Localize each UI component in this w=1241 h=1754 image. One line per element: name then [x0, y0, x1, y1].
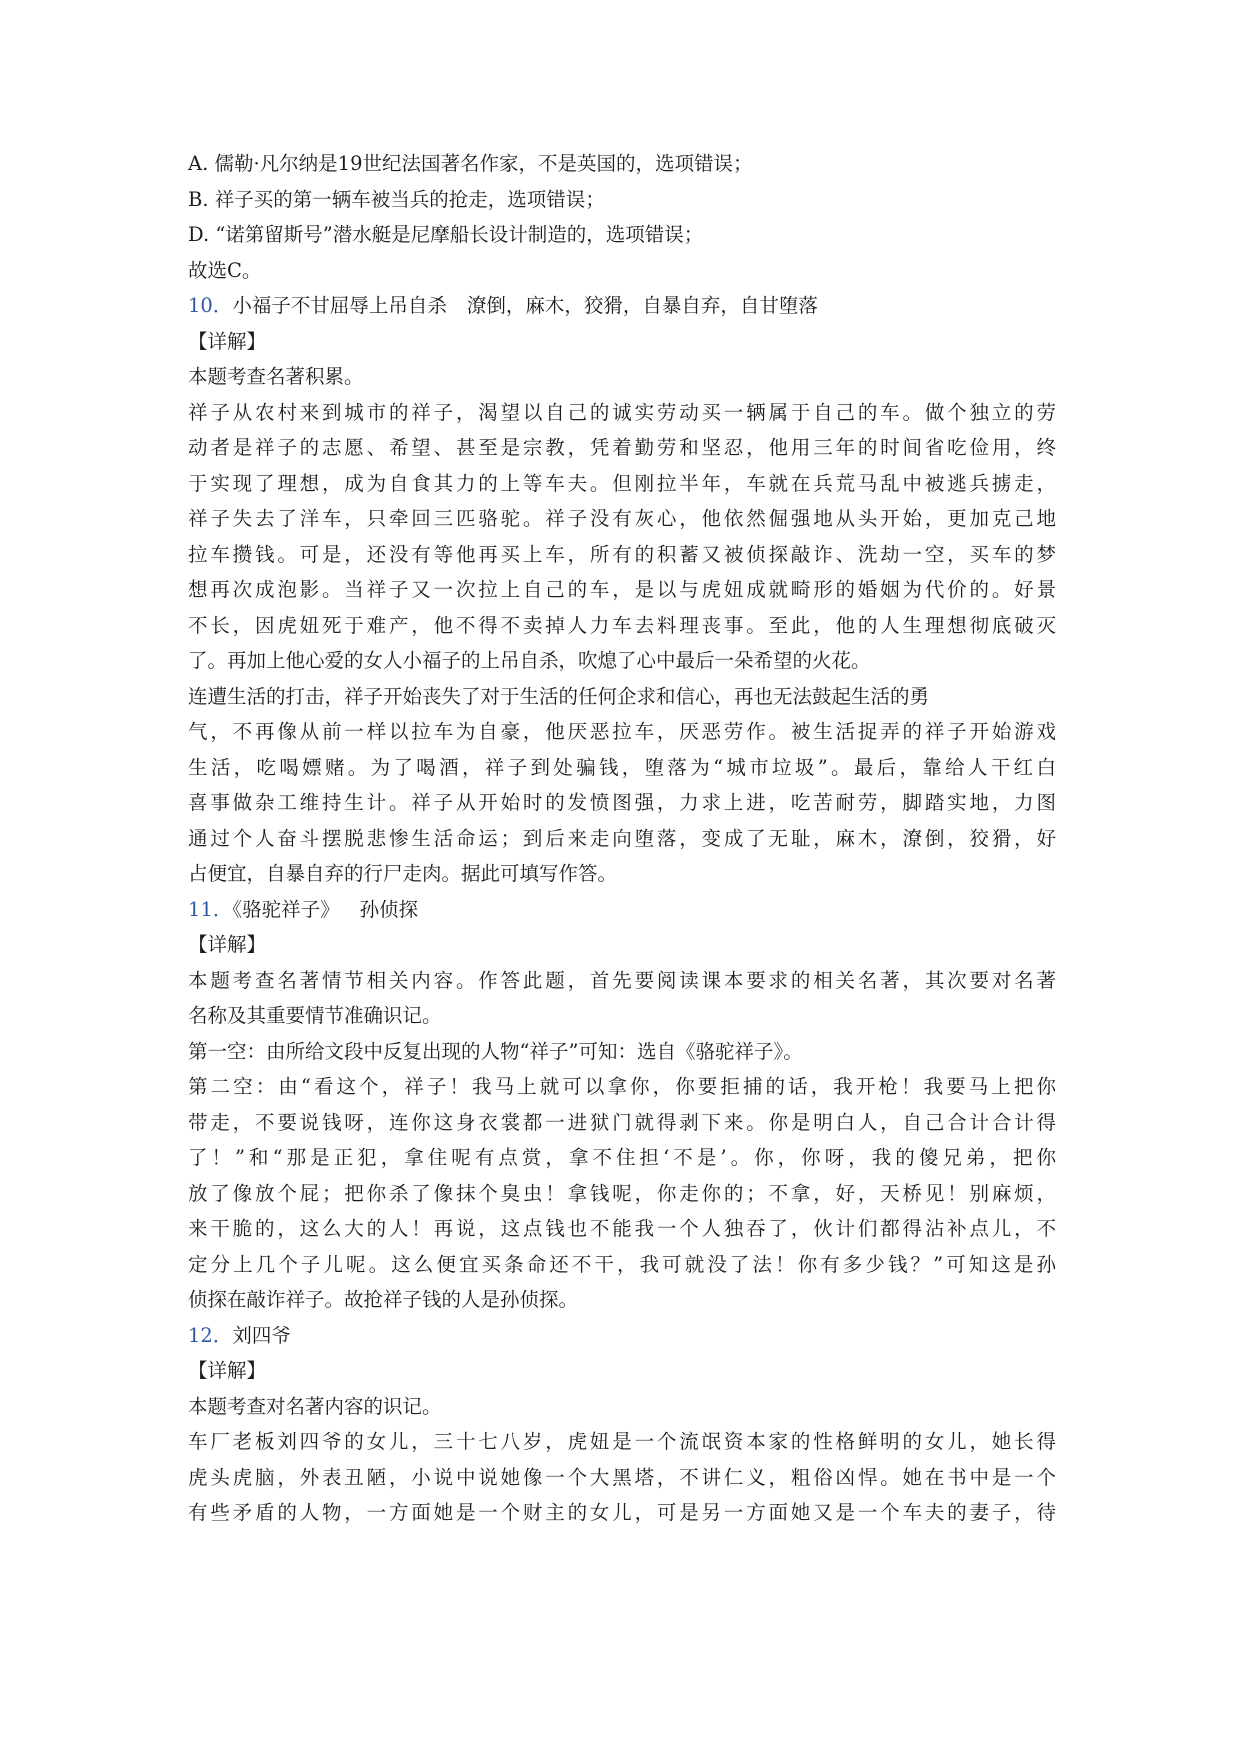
q12-number: 12．	[188, 1323, 233, 1347]
q10-text-line: 祥子失去了洋车，只牵回三匹骆驼。祥子没有灰心，他依然倔强地从头开始，更加克己地	[188, 507, 1056, 530]
q10-text-line: 气，不再像从前一样以拉车为自豪，他厌恶拉车，厌恶劳作。被生活捉弄的祥子开始游戏	[188, 720, 1056, 743]
q11-text-line: 来干脆的，这么大的人！再说，这点钱也不能我一个人独吞了，伙计们都得沾补点儿，不	[188, 1217, 1056, 1240]
q11-answer-1: 《骆驼祥子》	[232, 897, 340, 921]
q10-detail-heading: 【详解】	[188, 329, 267, 353]
q11-text-line: 了！”和“那是正犯，拿住呢有点赏，拿不住担‘不是’。你，你呀，我的傻兄弟，把你	[188, 1146, 1056, 1169]
q12-detail-heading: 【详解】	[188, 1359, 267, 1382]
q11-detail-heading: 【详解】	[188, 933, 267, 956]
option-d-line: D. “诺第留斯号”潜水艇是尼摩船长设计制造的，选项错误；	[188, 223, 704, 246]
q10-text-line: 动者是祥子的志愿、希望、甚至是宗教，凭着勤劳和坚忍，他用三年的时间省吃俭用，终	[188, 436, 1056, 459]
q11-number: 11．	[188, 897, 233, 921]
q11-text-line: 带走，不要说钱呀，连你这身衣裳都一进狱门就得剥下来。你是明白人，自己合计合计得	[188, 1110, 1056, 1134]
q11-answer-line	[188, 892, 1056, 928]
option-a-line: A. 儒勒·凡尔纳是19世纪法国著名作家，不是英国的，选项错误；	[188, 152, 753, 175]
q10-text-line: 了。再加上他心爱的女人小福子的上吊自杀，吹熄了心中最后一朵希望的火花。	[188, 649, 871, 672]
q12-text-line: 本题考查对名著内容的识记。	[188, 1394, 442, 1418]
q11-answer-2: 孙侦探	[359, 897, 419, 921]
q10-text-line: 想再次成泡影。当祥子又一次拉上自己的车，是以与虎妞成就畸形的婚姻为代价的。好景	[188, 578, 1056, 601]
q12-answer-1: 刘四爷	[232, 1323, 291, 1347]
q12-text-line: 车厂老板刘四爷的女儿，三十七八岁，虎妞是一个流氓资本家的性格鲜明的女儿，她长得	[188, 1430, 1056, 1453]
q11-text-line: 第一空：由所给文段中反复出现的人物“祥子”可知：选自《骆驼祥子》。	[188, 1039, 803, 1063]
conclusion-line: 故选C。	[188, 258, 262, 282]
q12-text-line: 有些矛盾的人物，一方面她是一个财主的女儿，可是另一方面她又是一个车夫的妻子，待	[188, 1501, 1056, 1524]
q10-text-line: 通过个人奋斗摆脱悲惨生活命运；到后来走向堕落，变成了无耻，麻木，潦倒，狡猾，好	[188, 826, 1056, 850]
q10-text-line: 不长，因虎妞死于难产，他不得不卖掉人力车去料理丧事。至此，他的人生理想彻底破灭	[188, 613, 1056, 637]
q11-text-line: 本题考查名著情节相关内容。作答此题，首先要阅读课本要求的相关名著，其次要对名著	[188, 968, 1056, 992]
q10-text-line: 于实现了理想，成为自食其力的上等车夫。但刚拉半年，车就在兵荒马乱中被逃兵掳走，	[188, 471, 1056, 495]
q10-answer-1: 小福子不甘屈辱上吊自杀	[232, 294, 447, 317]
q11-text-line: 侦探在敲诈祥子。故抢祥子钱的人是孙侦探。	[188, 1288, 579, 1311]
q12-text-line: 虎头虎脑，外表丑陋，小说中说她像一个大黑塔，不讲仁义，粗俗凶悍。她在书中是一个	[188, 1465, 1056, 1489]
q10-text-line: 连遭生活的打击，祥子开始丧失了对于生活的任何企求和信心，再也无法鼓起生活的勇	[188, 684, 930, 708]
q11-text-line: 第二空：由“看这个，祥子！我马上就可以拿你，你要拒捕的话，我开枪！我要马上把你	[188, 1075, 1056, 1098]
option-b-line: B. 祥子买的第一辆车被当兵的抢走，选项错误；	[188, 187, 605, 211]
q11-text-line: 定分上几个子儿呢。这么便宜买条命还不干，我可就没了法！你有多少钱？”可知这是孙	[188, 1252, 1056, 1276]
q10-text-line: 生活，吃喝嫖赌。为了喝酒，祥子到处骗钱，堕落为“城市垃圾”。最后，靠给人干红白	[188, 755, 1056, 779]
q10-answer-2: 潦倒，麻木，狡猾，自暴自弃，自甘堕落	[466, 294, 818, 317]
q10-number: 10．	[188, 294, 233, 317]
q10-text-line: 拉车攒钱。可是，还没有等他再买上车，所有的积蓄又被侦探敲诈、洗劫一空，买车的梦	[188, 542, 1056, 566]
q10-text-line: 本题考查名著积累。	[188, 365, 364, 388]
q10-answer-line	[188, 288, 1056, 324]
q10-text-line: 占便宜，自暴自弃的行尸走肉。据此可填写作答。	[188, 862, 618, 885]
q11-text-line: 放了像放个屁；把你杀了像抹个臭虫！拿钱呢，你走你的；不拿，好，天桥见！别麻烦，	[188, 1181, 1056, 1205]
q10-text-line: 喜事做杂工维持生计。祥子从开始时的发愤图强，力求上进，吃苦耐劳，脚踏实地，力图	[188, 791, 1056, 814]
answer-explanation-text	[188, 146, 1056, 1531]
q12-answer-line	[188, 1318, 1056, 1354]
q11-text-line: 名称及其重要情节准确识记。	[188, 1004, 442, 1027]
q10-text-line: 祥子从农村来到城市的祥子，渴望以自己的诚实劳动买一辆属于自己的车。做个独立的劳	[188, 400, 1056, 424]
